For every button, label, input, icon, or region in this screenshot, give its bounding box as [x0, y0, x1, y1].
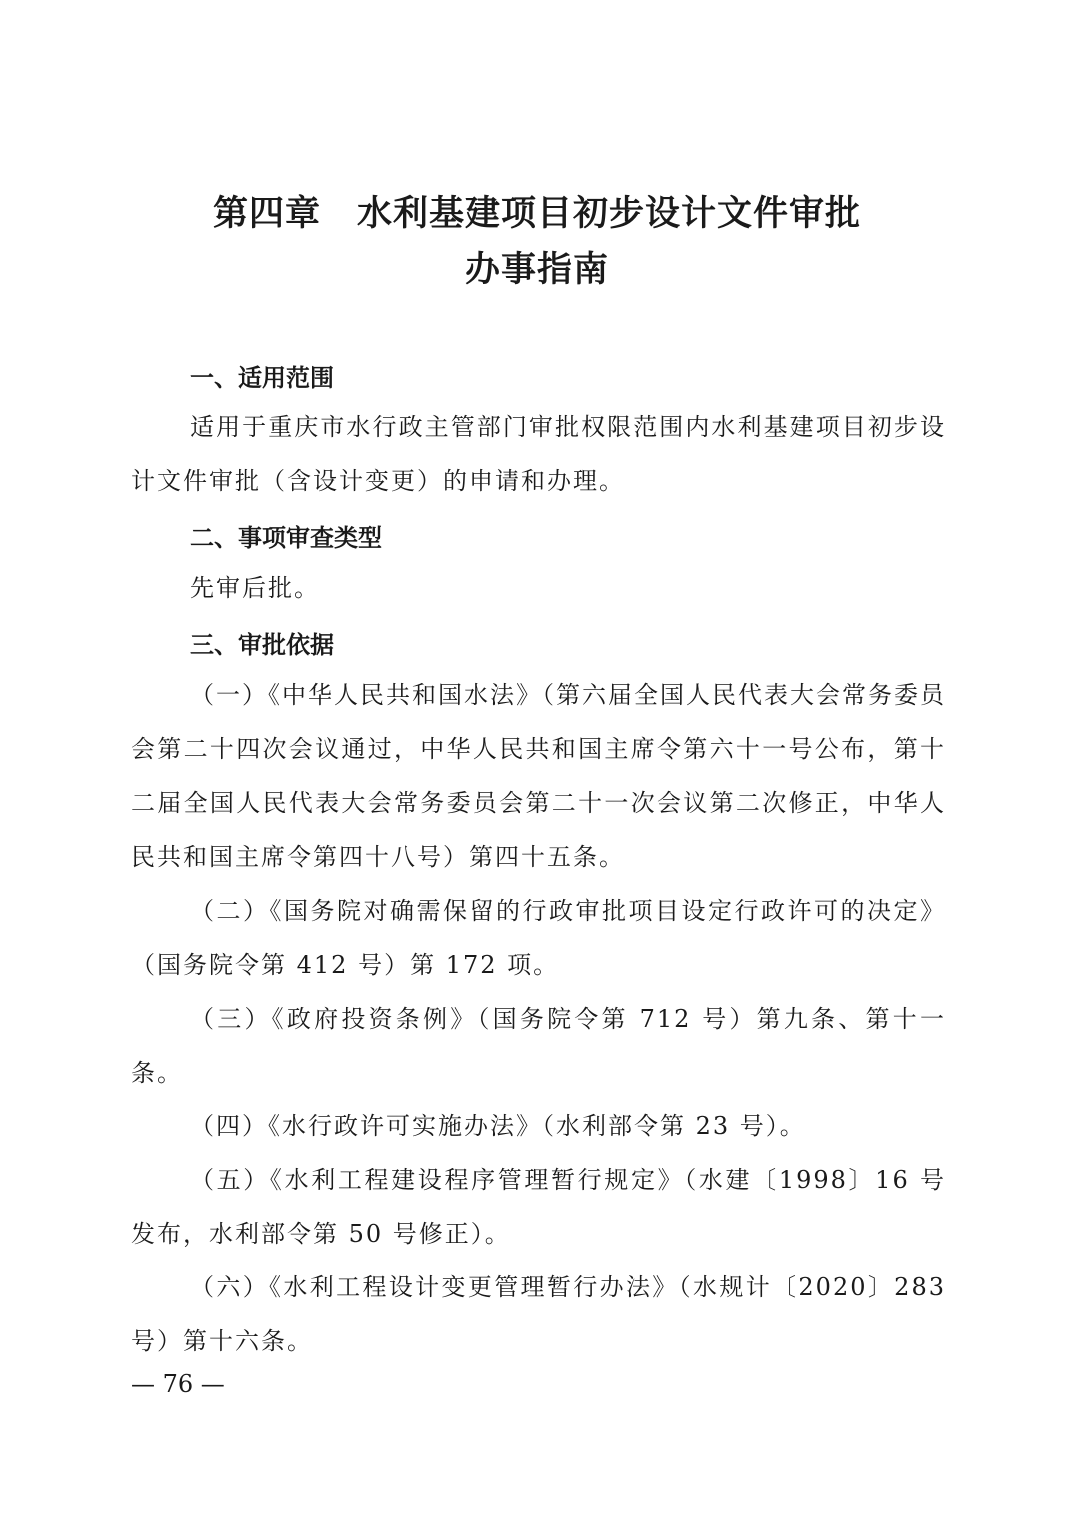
paragraph-basis-4: （四）《水行政许可实施办法》（水利部令第 23 号）。 — [190, 1112, 806, 1140]
paragraph-basis-1: （一）《中华人民共和国水法》（第六届全国人民代表大会常务委员会第二十四次会议通过，中华人民共和国主席令第六十一号公布，第十二届全国人民代表大会常务委员会第二十一次会议第二次修正，中华人民共和国主席令第四十八号）第四十五条。 — [131, 681, 946, 871]
paragraph-review-type: 先审后批。 — [190, 574, 320, 602]
paragraph-basis-3: （三）《政府投资条例》（国务院令第 712 号）第九条、第十一条。 — [131, 1005, 946, 1087]
paragraph-basis-5: （五）《水利工程建设程序管理暂行规定》（水建〔1998〕16 号发布，水利部令第 50 号修正）。 — [131, 1166, 946, 1248]
section-heading-review-type: 二、事项审查类型 — [190, 524, 382, 552]
chapter-title-line1: 第四章 水利基建项目初步设计文件审批 — [212, 194, 861, 234]
paragraph-basis-2: （二）《国务院对确需保留的行政审批项目设定行政许可的决定》（国务院令第 412 号）第 172 项。 — [131, 897, 946, 979]
section-heading-scope: 一、适用范围 — [190, 364, 334, 392]
paragraph-basis-6: （六）《水利工程设计变更管理暂行办法》（水规计〔2020〕283 号）第十六条。 — [131, 1273, 946, 1355]
page-number: — 76 — — [131, 1370, 225, 1398]
paragraph-scope: 适用于重庆市水行政主管部门审批权限范围内水利基建项目初步设计文件审批（含设计变更）的申请和办理。 — [131, 413, 946, 495]
chapter-title-line2: 办事指南 — [464, 250, 609, 290]
section-heading-basis: 三、审批依据 — [190, 631, 334, 659]
